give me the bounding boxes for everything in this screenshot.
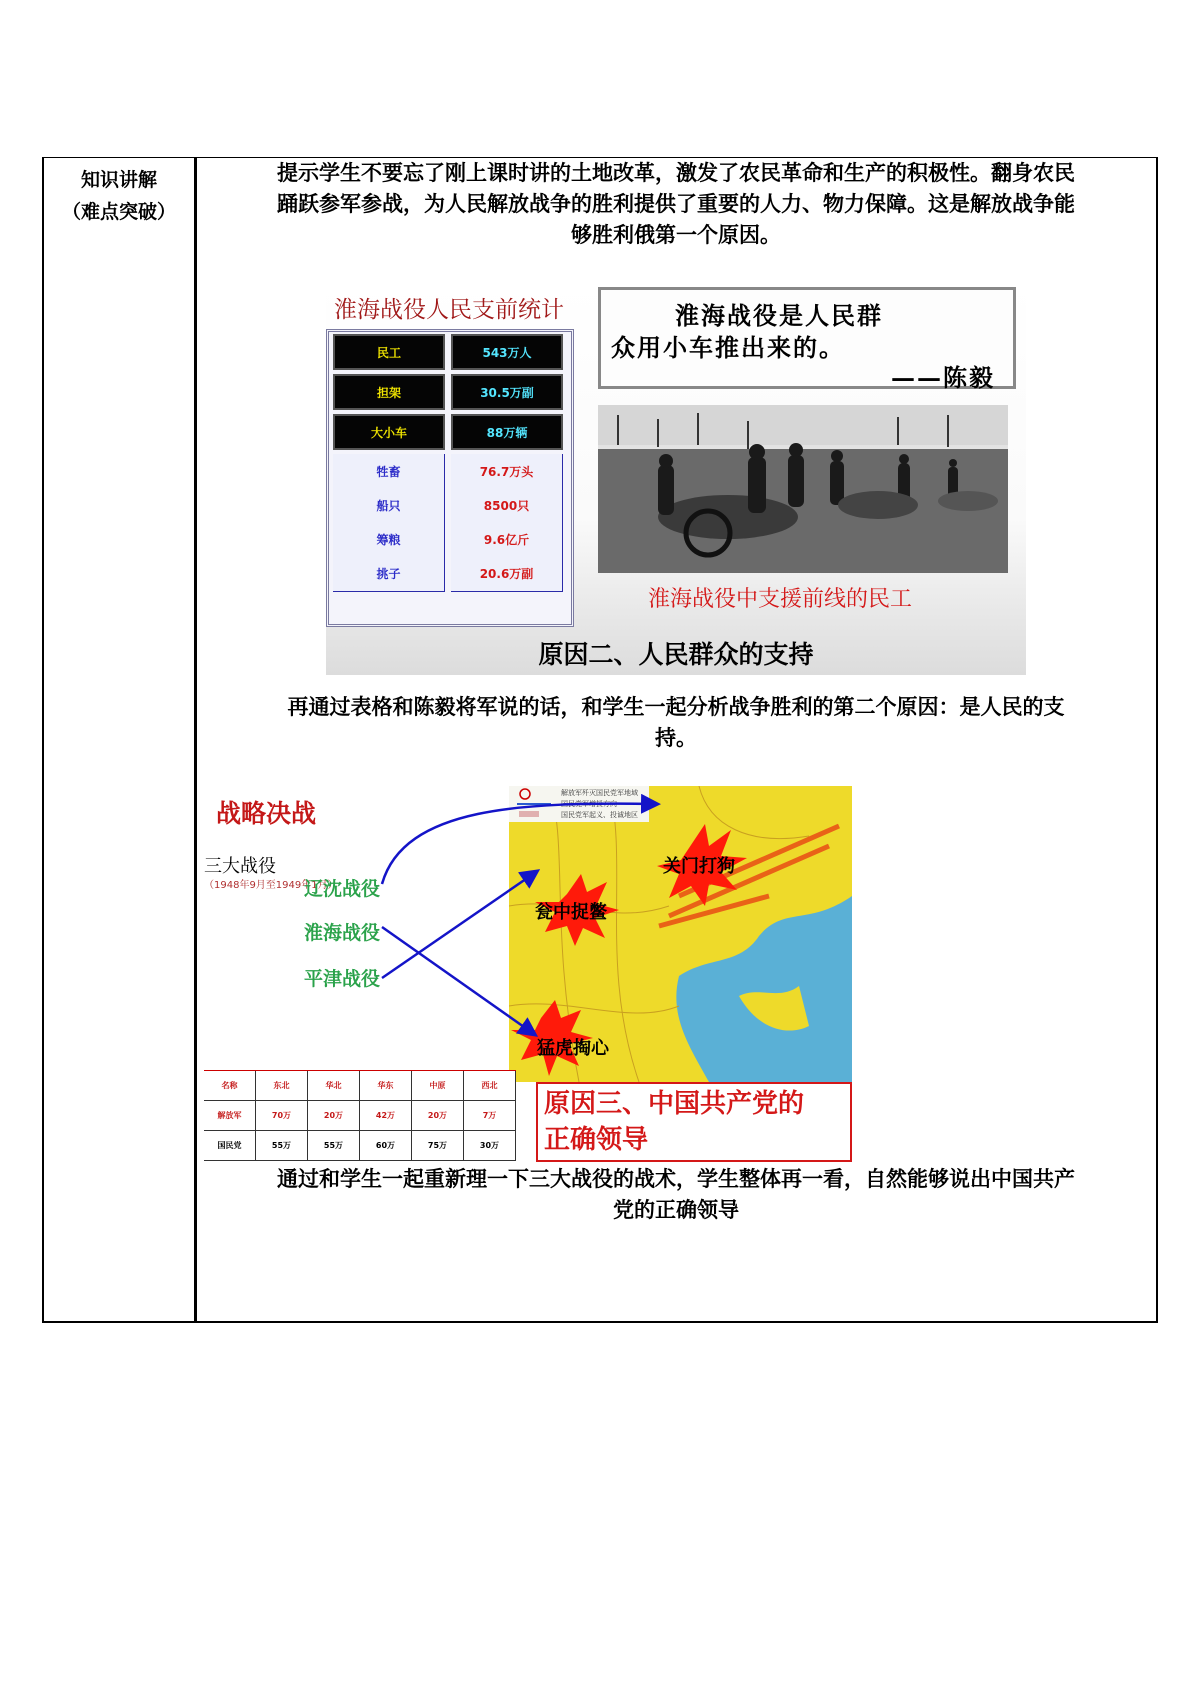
forces-table-header: [204, 1071, 516, 1101]
quote-line2: 众用小车推出来的。: [611, 333, 845, 362]
forces-table-cell: 20万: [308, 1101, 360, 1131]
stat-value: 76.7万头: [451, 454, 563, 490]
stats-table: [326, 329, 574, 627]
paragraph-1-line1: 提示学生不要忘了刚上课时讲的土地改革，激发了农民革命和生产的积极性。翻身农民: [277, 161, 1075, 185]
stat-row: [333, 522, 565, 558]
map-label-liaoshen: 关门打狗: [663, 856, 735, 877]
forces-table-cell: 中原: [412, 1071, 464, 1101]
stat-value: 543万人: [451, 334, 563, 370]
forces-table-cell: 国民党: [204, 1131, 256, 1161]
paragraph-2-line1: 再通过表格和陈毅将军说的话，和学生一起分析战争胜利的第二个原因：是人民的支: [287, 695, 1065, 719]
slide1-title: 淮海战役人民支前统计: [334, 297, 564, 323]
quote-author: ——陈毅: [891, 363, 995, 392]
forces-table-cell: 华北: [308, 1071, 360, 1101]
stat-row: [333, 414, 565, 450]
stat-value: 8500只: [451, 488, 563, 524]
section-label-line2: （难点突破）: [61, 201, 176, 223]
stat-row: [333, 488, 565, 524]
section-label-line1: 知识讲解: [80, 169, 157, 191]
paragraph-1-line3: 够胜利俄第一个原因。: [571, 223, 781, 247]
forces-table-cell: 70万: [256, 1101, 308, 1131]
paragraph-2: [196, 692, 1156, 754]
photo-caption: 淮海战役中支援前线的民工: [648, 587, 913, 612]
battle-pingjin: 平津战役: [304, 968, 381, 990]
reason-three: [536, 1082, 852, 1162]
paragraph-1-line2: 踊跃参军参战，为人民解放战争的胜利提供了重要的人力、物力保障。这是解放战争能: [277, 192, 1075, 216]
paragraph-3-line1: 通过和学生一起重新理一下三大战役的战术，学生整体再一看，自然能够说出中国共产: [277, 1167, 1075, 1191]
reason-three-line2: 正确领导: [544, 1125, 649, 1155]
stat-row: [333, 454, 565, 490]
stat-label: 民工: [333, 334, 445, 370]
forces-table-cell: 西北: [464, 1071, 516, 1101]
legend-item-3: 国民党军起义、投诚地区: [561, 811, 638, 819]
forces-table-cell: 解放军: [204, 1101, 256, 1131]
section-label: [44, 164, 194, 228]
stat-value: 30.5万副: [451, 374, 563, 410]
stat-label: 挑子: [333, 556, 445, 592]
slide2-title: 战略决战: [216, 799, 317, 828]
stat-value: 88万辆: [451, 414, 563, 450]
stat-label: 担架: [333, 374, 445, 410]
forces-table-cell: 75万: [412, 1131, 464, 1161]
forces-table-row: [204, 1101, 516, 1131]
stat-label: 大小车: [333, 414, 445, 450]
map-label-huaihai: 猛虎掏心: [537, 1038, 609, 1059]
slide2-subtitle: 三大战役: [204, 856, 276, 877]
paragraph-3-line2: 党的正确领导: [613, 1198, 739, 1222]
stat-row: [333, 556, 565, 592]
legend-item-1: 解放军歼灭国民党军地域: [561, 789, 638, 797]
stat-value: 20.6万副: [451, 556, 563, 592]
slide2-dates: （1948年9月至1949年1月）: [204, 880, 338, 891]
stat-row: [333, 334, 565, 370]
stat-label: 筹粮: [333, 522, 445, 558]
map-label-pingjin: 瓮中捉鳖: [535, 902, 607, 923]
paragraph-2-line2: 持。: [655, 726, 697, 750]
forces-table-cell: 55万: [256, 1131, 308, 1161]
forces-table-cell: 华东: [360, 1071, 412, 1101]
forces-table-cell: 55万: [308, 1131, 360, 1161]
battle-huaihai: 淮海战役: [304, 922, 381, 944]
quote-box: [598, 287, 1016, 392]
forces-table-cell: 30万: [464, 1131, 516, 1161]
forces-table-row: [204, 1131, 516, 1161]
forces-table-cell: 60万: [360, 1131, 412, 1161]
forces-table-cell: 20万: [412, 1101, 464, 1131]
slide-people-support: [326, 283, 1026, 675]
forces-table-cell: 东北: [256, 1071, 308, 1101]
battle-liaoshen: 辽沈战役: [304, 878, 381, 900]
forces-table-cell: 名称: [204, 1071, 256, 1101]
forces-table: [204, 1070, 516, 1161]
stat-row: [333, 374, 565, 410]
paragraph-3: [196, 1164, 1156, 1226]
forces-table-cell: 42万: [360, 1101, 412, 1131]
reason-two: 原因二、人民群众的支持: [538, 640, 814, 669]
stat-label: 船只: [333, 488, 445, 524]
civilian-workers-photo: [598, 405, 1008, 573]
quote-line1: 淮海战役是人民群: [675, 301, 883, 330]
reason-three-line1: 原因三、中国共产党的: [544, 1089, 805, 1119]
paragraph-1: [196, 158, 1156, 251]
forces-table-cell: 7万: [464, 1101, 516, 1131]
legend-item-2: 国民党军增援方向: [561, 800, 617, 808]
stat-value: 9.6亿斤: [451, 522, 563, 558]
slide-three-campaigns: [204, 786, 852, 1166]
photo-illustration: [598, 405, 1008, 573]
stat-label: 牲畜: [333, 454, 445, 490]
